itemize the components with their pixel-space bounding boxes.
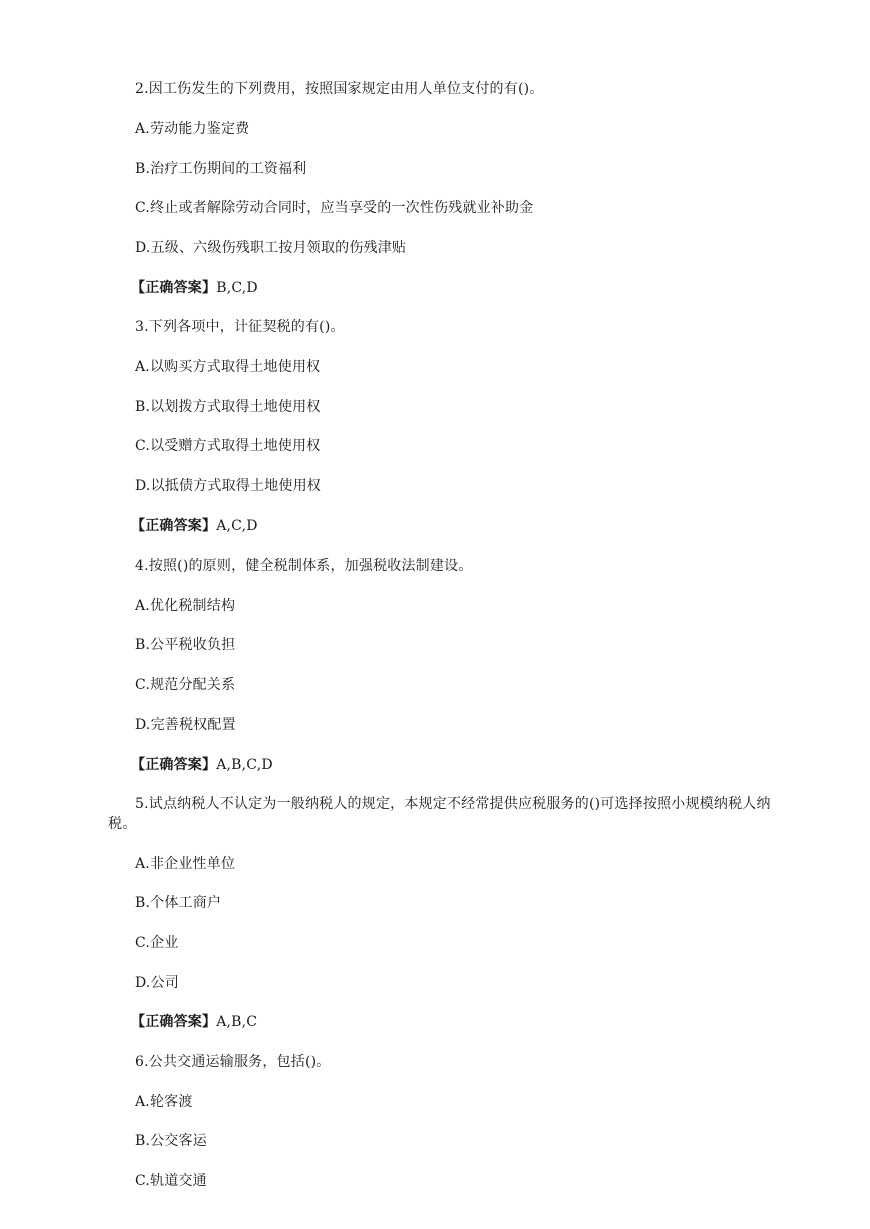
question-5-option-d: D.公司 [135, 975, 179, 991]
question-5-answer [131, 1013, 257, 1031]
question-2-option-d: D.五级、六级伤残职工按月领取的伤残津贴 [135, 240, 407, 256]
answer-value: B,C,D [216, 280, 258, 296]
question-4-option-d: D.完善税权配置 [135, 717, 236, 733]
question-6-stem: 6.公共交通运输服务，包括()。 [135, 1054, 331, 1070]
question-2-answer [131, 279, 258, 297]
question-3-option-b: B.以划拨方式取得土地使用权 [135, 399, 321, 415]
question-4-option-c: C.规范分配关系 [135, 677, 236, 693]
question-5-option-b: B.个体工商户 [135, 895, 222, 911]
question-2-stem: 2.因工伤发生的下列费用，按照国家规定由用人单位支付的有()。 [135, 81, 544, 97]
answer-value: A,B,C [216, 1014, 258, 1030]
answer-label: 【正确答案】 [131, 757, 217, 773]
answer-label: 【正确答案】 [131, 280, 217, 296]
question-6-option-b: B.公交客运 [135, 1133, 207, 1149]
answer-value: A,B,C,D [216, 757, 273, 773]
question-3-option-a: A.以购买方式取得土地使用权 [135, 359, 321, 375]
question-4-option-b: B.公平税收负担 [135, 637, 236, 653]
question-3-option-d: D.以抵债方式取得土地使用权 [135, 478, 321, 494]
question-4-answer [131, 756, 273, 774]
question-6-option-c: C.轨道交通 [135, 1173, 207, 1189]
question-5-option-c: C.企业 [135, 935, 179, 951]
question-2-option-c: C.终止或者解除劳动合同时，应当享受的一次性伤残就业补助金 [135, 200, 534, 216]
answer-label: 【正确答案】 [131, 518, 217, 534]
question-5-option-a: A.非企业性单位 [135, 856, 236, 872]
question-2-option-a: A.劳动能力鉴定费 [135, 121, 250, 137]
question-6-option-a: A.轮客渡 [135, 1094, 193, 1110]
question-3-answer [131, 517, 258, 535]
question-4-stem: 4.按照()的原则，健全税制体系，加强税收法制建设。 [135, 558, 473, 574]
question-2-option-b: B.治疗工伤期间的工资福利 [135, 161, 307, 177]
question-3-option-c: C.以受赠方式取得土地使用权 [135, 438, 321, 454]
question-3-stem: 3.下列各项中，计征契税的有()。 [135, 319, 345, 335]
answer-label: 【正确答案】 [131, 1014, 217, 1030]
answer-value: A,C,D [216, 518, 258, 534]
question-4-option-a: A.优化税制结构 [135, 598, 236, 614]
question-5-stem: 5.试点纳税人不认定为一般纳税人的规定，本规定不经常提供应税服务的()可选择按照小规模纳税人纳税。 [108, 796, 771, 832]
